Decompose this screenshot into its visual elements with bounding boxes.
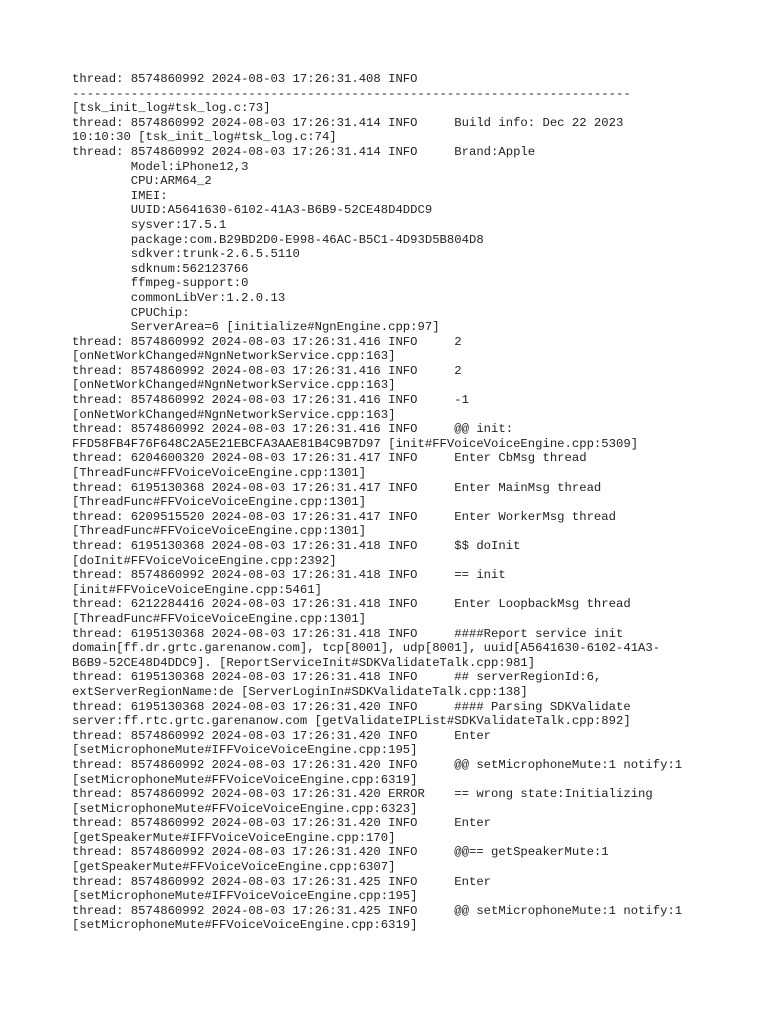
- log-line: [onNetWorkChanged#NgnNetworkService.cpp:163]: [72, 407, 396, 422]
- log-line: thread: 8574860992 2024-08-03 17:26:31.414 INFO Brand:Apple: [72, 144, 536, 159]
- log-line: 10:10:30 [tsk_init_log#tsk_log.c:74]: [72, 130, 337, 145]
- log-line: thread: 6195130368 2024-08-03 17:26:31.418 INFO $$ doInit: [72, 539, 521, 553]
- log-line: thread: 8574860992 2024-08-03 17:26:31.425 INFO @@ setMicrophoneMute:1 notify:1: [72, 903, 683, 918]
- log-line: thread: 8574860992 2024-08-03 17:26:31.414 INFO Build info: Dec 22 2023: [72, 115, 624, 130]
- log-line: Model:iPhone12,3: [72, 159, 249, 174]
- log-line: B6B9-52CE48D4DDC9]. [ReportServiceInit#SDKValidateTalk.cpp:981]: [72, 655, 536, 670]
- log-line: thread: 8574860992 2024-08-03 17:26:31.416 INFO @@ init:: [72, 422, 514, 437]
- log-line: CPU:ARM64_2: [72, 174, 212, 189]
- log-line: thread: 8574860992 2024-08-03 17:26:31.418 INFO == init: [72, 568, 506, 583]
- log-line: [ThreadFunc#FFVoiceVoiceEngine.cpp:1301]: [72, 611, 367, 626]
- log-line: server:ff.rtc.grtc.garenanow.com [getValidateIPList#SDKValidateTalk.cpp:892]: [72, 714, 631, 729]
- log-line: IMEI:: [72, 188, 168, 203]
- log-line: [setMicrophoneMute#IFFVoiceVoiceEngine.cpp:195]: [72, 889, 418, 904]
- log-line: thread: 6204600320 2024-08-03 17:26:31.417 INFO Enter CbMsg thread: [72, 451, 587, 466]
- log-line: domain[ff.dr.grtc.garenanow.com], tcp[8001], udp[8001], uuid[A5641630-6102-41A3-: [72, 641, 661, 656]
- log-line: thread: 8574860992 2024-08-03 17:26:31.425 INFO Enter: [72, 874, 492, 889]
- log-line: [init#FFVoiceVoiceEngine.cpp:5461]: [72, 582, 322, 597]
- log-line: FFD58FB4F76F648C2A5E21EBCFA3AAE81B4C9B7D97 [init#FFVoiceVoiceEngine.cpp:5309]: [72, 436, 639, 451]
- log-line: thread: 6195130368 2024-08-03 17:26:31.418 INFO ## serverRegionId:6,: [72, 670, 602, 685]
- log-line: commonLibVer:1.2.0.13: [72, 290, 286, 305]
- log-line: thread: 6195130368 2024-08-03 17:26:31.418 INFO ####Report service init: [72, 626, 624, 641]
- log-line: [setMicrophoneMute#FFVoiceVoiceEngine.cpp:6323]: [72, 801, 418, 816]
- log-line: [setMicrophoneMute#IFFVoiceVoiceEngine.cpp:195]: [72, 743, 418, 758]
- log-line: [setMicrophoneMute#FFVoiceVoiceEngine.cpp:6319]: [72, 918, 418, 933]
- log-line: ServerArea=6 [initialize#NgnEngine.cpp:97]: [72, 320, 440, 335]
- log-line: [setMicrophoneMute#FFVoiceVoiceEngine.cpp:6319]: [72, 772, 418, 787]
- log-line: [onNetWorkChanged#NgnNetworkService.cpp:163]: [72, 349, 396, 364]
- log-line: [doInit#FFVoiceVoiceEngine.cpp:2392]: [72, 553, 337, 568]
- log-line: ffmpeg-support:0: [72, 276, 249, 291]
- log-line: thread: 8574860992 2024-08-03 17:26:31.420 INFO @@ setMicrophoneMute:1 notify:1: [72, 757, 683, 772]
- log-line: CPUChip:: [72, 305, 190, 320]
- log-line: thread: 8574860992 2024-08-03 17:26:31.420 INFO Enter: [72, 816, 492, 831]
- log-line: thread: 8574860992 2024-08-03 17:26:31.420 ERROR == wrong state:Initializing: [72, 787, 653, 802]
- log-line: thread: 6209515520 2024-08-03 17:26:31.417 INFO Enter WorkerMsg thread: [72, 509, 616, 524]
- log-line: extServerRegionName:de [ServerLoginIn#SDKValidateTalk.cpp:138]: [72, 684, 528, 699]
- log-line: ----------------------------------------------------------------------------: [72, 86, 631, 101]
- log-line: thread: 8574860992 2024-08-03 17:26:31.416 INFO 2: [72, 334, 462, 349]
- log-text: [72, 72, 712, 933]
- log-line: thread: 8574860992 2024-08-03 17:26:31.416 INFO 2: [72, 363, 462, 378]
- log-line: [getSpeakerMute#FFVoiceVoiceEngine.cpp:6307]: [72, 860, 396, 875]
- log-line: [ThreadFunc#FFVoiceVoiceEngine.cpp:1301]: [72, 524, 367, 539]
- log-line: package:com.B29BD2D0-E998-46AC-B5C1-4D93D5B804D8: [72, 232, 484, 247]
- log-line: thread: 6212284416 2024-08-03 17:26:31.418 INFO Enter LoopbackMsg thread: [72, 597, 631, 612]
- log-line: sdknum:562123766: [72, 261, 249, 276]
- log-line: thread: 6195130368 2024-08-03 17:26:31.420 INFO #### Parsing SDKValidate: [72, 699, 631, 714]
- log-line: [getSpeakerMute#IFFVoiceVoiceEngine.cpp:170]: [72, 830, 396, 845]
- log-line: UUID:A5641630-6102-41A3-B6B9-52CE48D4DDC9: [72, 203, 433, 218]
- log-line: sysver:17.5.1: [72, 217, 227, 232]
- log-line: [ThreadFunc#FFVoiceVoiceEngine.cpp:1301]: [72, 495, 367, 510]
- log-line: [onNetWorkChanged#NgnNetworkService.cpp:163]: [72, 378, 396, 393]
- log-line: thread: 8574860992 2024-08-03 17:26:31.416 INFO -1: [72, 393, 469, 408]
- log-line: thread: 6195130368 2024-08-03 17:26:31.417 INFO Enter MainMsg thread: [72, 480, 602, 495]
- log-line: [tsk_init_log#tsk_log.c:73]: [72, 101, 271, 116]
- log-line: [ThreadFunc#FFVoiceVoiceEngine.cpp:1301]: [72, 466, 367, 481]
- log-document: [72, 72, 712, 933]
- log-line: thread: 8574860992 2024-08-03 17:26:31.408 INFO: [72, 72, 418, 86]
- log-line: sdkver:trunk-2.6.5.5110: [72, 247, 300, 262]
- log-line: thread: 8574860992 2024-08-03 17:26:31.420 INFO Enter: [72, 728, 492, 743]
- log-line: thread: 8574860992 2024-08-03 17:26:31.420 INFO @@== getSpeakerMute:1: [72, 845, 609, 860]
